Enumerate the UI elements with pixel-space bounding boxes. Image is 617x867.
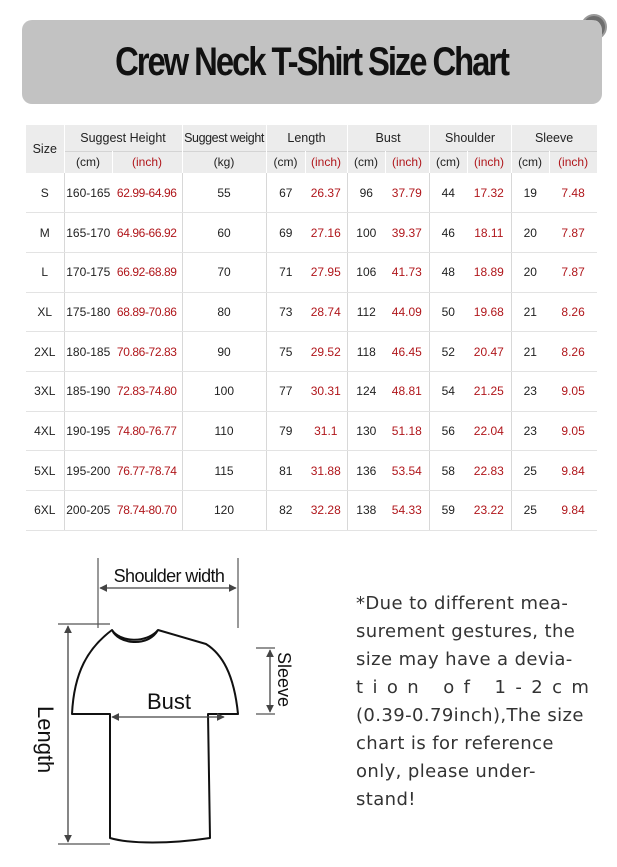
table-cell: 48.81 — [385, 371, 429, 411]
table-cell: 100 — [347, 213, 385, 253]
table-cell: 120 — [182, 491, 266, 531]
title-banner — [22, 20, 602, 104]
table-cell: 17.32 — [467, 173, 511, 213]
header-row-units — [26, 151, 597, 173]
table-row — [26, 292, 597, 332]
tshirt-measurement-diagram — [30, 548, 330, 853]
table-cell: 160-165 — [64, 173, 112, 213]
table-cell: 110 — [182, 411, 266, 451]
table-cell: 82 — [266, 491, 305, 531]
note-line: only, please under- — [356, 761, 536, 782]
table-row — [26, 252, 597, 292]
table-cell: 69 — [266, 213, 305, 253]
bust-label: Bust — [146, 689, 192, 714]
table-cell: 70 — [182, 252, 266, 292]
table-cell: 62.99-64.96 — [112, 173, 182, 213]
table-row — [26, 332, 597, 372]
table-cell: 54.33 — [385, 491, 429, 531]
size-cell: 2XL — [26, 332, 64, 372]
table-cell: 118 — [347, 332, 385, 372]
table-row — [26, 213, 597, 253]
table-cell: 81 — [266, 451, 305, 491]
table-cell: 7.48 — [549, 173, 597, 213]
table-cell: 74.80-76.77 — [112, 411, 182, 451]
table-cell: 78.74-80.70 — [112, 491, 182, 531]
unit-header: (cm) — [511, 151, 549, 173]
table-cell: 56 — [429, 411, 467, 451]
table-cell: 19 — [511, 173, 549, 213]
size-cell: 3XL — [26, 371, 64, 411]
table-cell: 106 — [347, 252, 385, 292]
table-cell: 41.73 — [385, 252, 429, 292]
table-cell: 21 — [511, 332, 549, 372]
table-cell: 180-185 — [64, 332, 112, 372]
table-cell: 50 — [429, 292, 467, 332]
table-cell: 7.87 — [549, 213, 597, 253]
table-cell: 9.05 — [549, 411, 597, 451]
table-cell: 7.87 — [549, 252, 597, 292]
table-cell: 70.86-72.83 — [112, 332, 182, 372]
size-cell: S — [26, 173, 64, 213]
table-cell: 32.28 — [305, 491, 347, 531]
table-body — [26, 173, 597, 530]
table-header — [26, 125, 597, 173]
table-cell: 44.09 — [385, 292, 429, 332]
table-cell: 195-200 — [64, 451, 112, 491]
page-title: Crew Neck T-Shirt Size Chart — [115, 39, 509, 84]
table-cell: 23 — [511, 371, 549, 411]
table-cell: 55 — [182, 173, 266, 213]
table-cell: 96 — [347, 173, 385, 213]
table-cell: 44 — [429, 173, 467, 213]
table-cell: 46.45 — [385, 332, 429, 372]
table-cell: 22.04 — [467, 411, 511, 451]
note-line: surement gestures, the — [356, 621, 576, 642]
table-cell: 73 — [266, 292, 305, 332]
table-cell: 136 — [347, 451, 385, 491]
unit-header: (cm) — [347, 151, 385, 173]
table-cell: 79 — [266, 411, 305, 451]
table-cell: 115 — [182, 451, 266, 491]
note-line: (0.39-0.79inch),The size — [356, 705, 584, 726]
table-cell: 20.47 — [467, 332, 511, 372]
header-bust: Bust — [347, 125, 429, 151]
table-cell: 23.22 — [467, 491, 511, 531]
length-label: Length — [33, 706, 58, 774]
table-cell: 67 — [266, 173, 305, 213]
table-cell: 52 — [429, 332, 467, 372]
table-cell: 39.37 — [385, 213, 429, 253]
header-suggest-weight: Suggest weight — [182, 125, 266, 151]
table-row — [26, 411, 597, 451]
table-cell: 8.26 — [549, 292, 597, 332]
unit-header: (inch) — [549, 151, 597, 173]
table-cell: 28.74 — [305, 292, 347, 332]
header-size: Size — [26, 125, 64, 173]
table-cell: 71 — [266, 252, 305, 292]
table-cell: 27.95 — [305, 252, 347, 292]
note-line: chart is for reference — [356, 733, 554, 754]
table-cell: 66.92-68.89 — [112, 252, 182, 292]
table-row — [26, 451, 597, 491]
table-cell: 46 — [429, 213, 467, 253]
header-shoulder: Shoulder — [429, 125, 511, 151]
table-cell: 64.96-66.92 — [112, 213, 182, 253]
table-cell: 29.52 — [305, 332, 347, 372]
size-cell: XL — [26, 292, 64, 332]
unit-header: (inch) — [112, 151, 182, 173]
table-cell: 27.16 — [305, 213, 347, 253]
size-cell: 5XL — [26, 451, 64, 491]
size-chart-table — [26, 125, 598, 531]
unit-header: (kg) — [182, 151, 266, 173]
table-cell: 54 — [429, 371, 467, 411]
note-line: *Due to different mea- — [356, 593, 569, 614]
table-cell: 124 — [347, 371, 385, 411]
tshirt-outline-icon — [30, 548, 330, 853]
size-cell: M — [26, 213, 64, 253]
table-row — [26, 173, 597, 213]
table-cell: 76.77-78.74 — [112, 451, 182, 491]
unit-header: (inch) — [385, 151, 429, 173]
size-cell: 6XL — [26, 491, 64, 531]
table-cell: 112 — [347, 292, 385, 332]
table-cell: 9.84 — [549, 491, 597, 531]
table-cell: 170-175 — [64, 252, 112, 292]
table-cell: 30.31 — [305, 371, 347, 411]
table-cell: 175-180 — [64, 292, 112, 332]
table-cell: 18.11 — [467, 213, 511, 253]
table-row — [26, 491, 597, 531]
sleeve-label: Sleeve — [274, 652, 294, 708]
header-length: Length — [266, 125, 347, 151]
table-cell: 100 — [182, 371, 266, 411]
unit-header: (cm) — [266, 151, 305, 173]
table-cell: 22.83 — [467, 451, 511, 491]
unit-header: (inch) — [305, 151, 347, 173]
note-line: stand! — [356, 789, 416, 810]
table-cell: 31.1 — [305, 411, 347, 451]
table-cell: 48 — [429, 252, 467, 292]
shoulder-width-label: Shoulder width — [113, 566, 225, 586]
table-cell: 77 — [266, 371, 305, 411]
table-cell: 20 — [511, 252, 549, 292]
header-row-groups — [26, 125, 597, 151]
table-cell: 200-205 — [64, 491, 112, 531]
table-cell: 130 — [347, 411, 385, 451]
table-cell: 80 — [182, 292, 266, 332]
table-cell: 51.18 — [385, 411, 429, 451]
table-cell: 37.79 — [385, 173, 429, 213]
table-cell: 19.68 — [467, 292, 511, 332]
table-cell: 20 — [511, 213, 549, 253]
table-cell: 75 — [266, 332, 305, 372]
unit-header: (cm) — [429, 151, 467, 173]
table-cell: 59 — [429, 491, 467, 531]
size-cell: L — [26, 252, 64, 292]
table-cell: 18.89 — [467, 252, 511, 292]
table-cell: 60 — [182, 213, 266, 253]
table-cell: 68.89-70.86 — [112, 292, 182, 332]
table-cell: 138 — [347, 491, 385, 531]
unit-header: (inch) — [467, 151, 511, 173]
size-cell: 4XL — [26, 411, 64, 451]
table-cell: 21 — [511, 292, 549, 332]
header-sleeve: Sleeve — [511, 125, 597, 151]
table-cell: 9.84 — [549, 451, 597, 491]
table-cell: 165-170 — [64, 213, 112, 253]
table-cell: 31.88 — [305, 451, 347, 491]
note-line: tion of 1-2cm — [356, 677, 599, 698]
table-cell: 90 — [182, 332, 266, 372]
table-cell: 53.54 — [385, 451, 429, 491]
table-cell: 58 — [429, 451, 467, 491]
table-cell: 9.05 — [549, 371, 597, 411]
header-suggest-height: Suggest Height — [64, 125, 182, 151]
table-cell: 190-195 — [64, 411, 112, 451]
note-line: size may have a devia- — [356, 649, 573, 670]
table-cell: 25 — [511, 491, 549, 531]
table-cell: 8.26 — [549, 332, 597, 372]
size-disclaimer — [356, 590, 599, 814]
table-cell: 25 — [511, 451, 549, 491]
unit-header: (cm) — [64, 151, 112, 173]
table-cell: 26.37 — [305, 173, 347, 213]
table-row — [26, 371, 597, 411]
table-cell: 72.83-74.80 — [112, 371, 182, 411]
table-cell: 185-190 — [64, 371, 112, 411]
table-cell: 23 — [511, 411, 549, 451]
table-cell: 21.25 — [467, 371, 511, 411]
